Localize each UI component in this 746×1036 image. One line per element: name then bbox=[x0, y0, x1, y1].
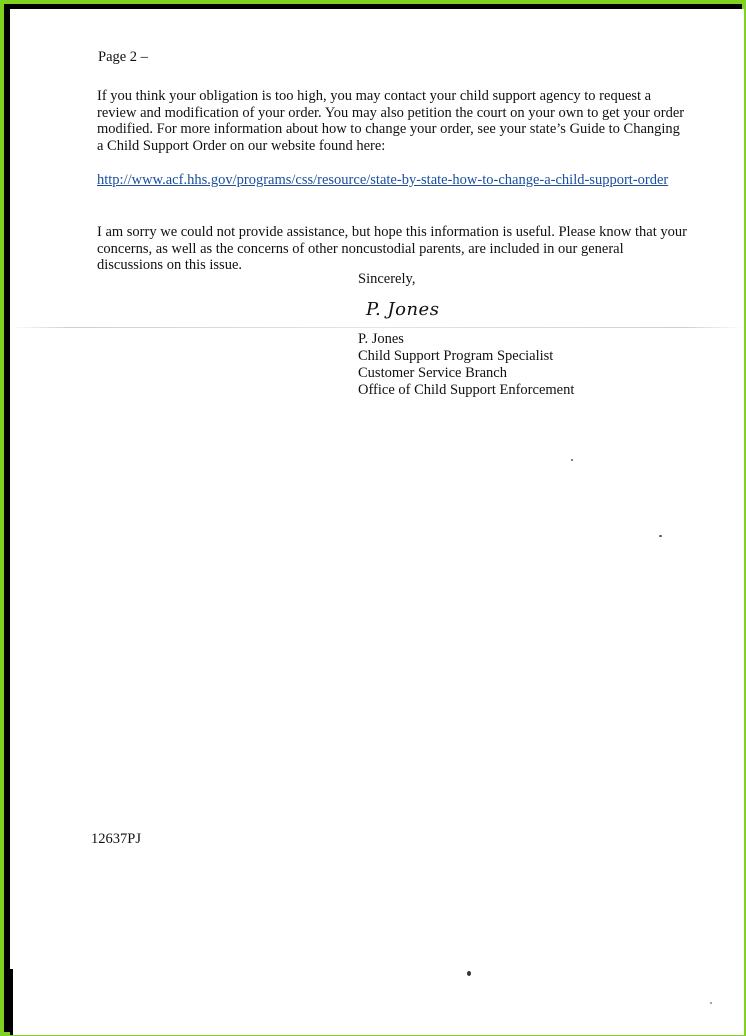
reference-code: 12637PJ bbox=[91, 831, 141, 847]
scan-speck bbox=[659, 535, 662, 537]
page-label: Page 2 – bbox=[98, 49, 148, 65]
scan-speck bbox=[467, 971, 471, 976]
scan-edge-shadow bbox=[10, 969, 13, 1035]
letter-page bbox=[10, 9, 744, 1035]
signer-block bbox=[358, 331, 574, 399]
signer-name: P. Jones bbox=[358, 331, 404, 347]
handwritten-signature: P. Jones bbox=[366, 299, 440, 320]
paragraph-apology: I am sorry we could not provide assistance, but hope this information is useful. Please know that your concerns, as well as the concerns of other noncustodial parents, are included in our general discussions on this issue. bbox=[97, 224, 687, 273]
scan-speck bbox=[571, 459, 573, 461]
signer-title: Child Support Program Specialist bbox=[358, 348, 554, 364]
state-guide-link[interactable]: http://www.acf.hhs.gov/programs/css/resource/state-by-state-how-to-change-a-child-support-order bbox=[97, 172, 669, 188]
fold-crease bbox=[10, 327, 744, 328]
closing-salutation: Sincerely, bbox=[358, 271, 416, 287]
scan-speck bbox=[710, 1002, 712, 1004]
signer-office: Office of Child Support Enforcement bbox=[358, 382, 575, 398]
paragraph-obligation: If you think your obligation is too high, you may contact your child support agency to request a review and modification of your order. You may also petition the court on your own to get your order modified. For more information about how to change your order, see your state’s Guide to Changing a Child Support Order on our website found here: bbox=[97, 88, 685, 154]
signer-branch: Customer Service Branch bbox=[358, 365, 507, 381]
